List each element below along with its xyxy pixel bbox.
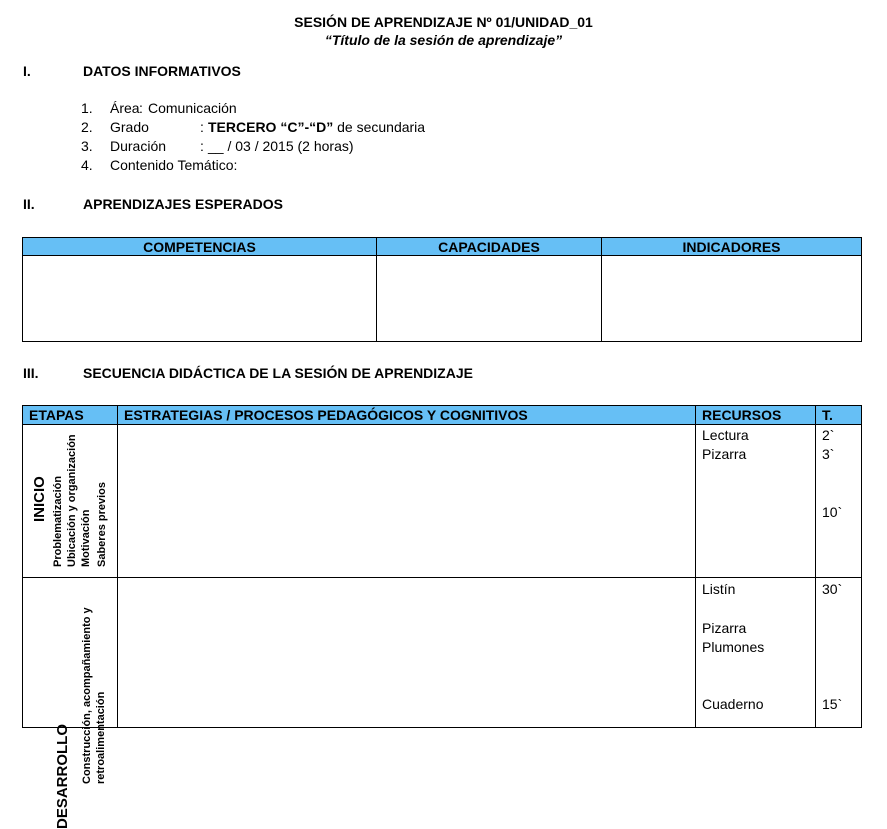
process-label: Ubicación y organización	[66, 434, 78, 567]
stage-label-inicio: INICIO	[31, 476, 48, 522]
resource-item: Lectura	[702, 427, 749, 443]
process-label: Motivación	[80, 509, 92, 567]
time-item: 15`	[822, 696, 843, 712]
column-header-indicadores: INDICADORES	[602, 238, 862, 256]
process-label: Saberes previos	[96, 482, 108, 567]
section-3-title: SECUENCIA DIDÁCTICA DE LA SESIÓN DE APRENDIZAJE	[83, 365, 473, 381]
process-label: Problematización	[52, 475, 64, 567]
cell-capacidades[interactable]	[377, 256, 602, 342]
section-2-title: APRENDIZAJES ESPERADOS	[83, 196, 283, 212]
session-subtitle: “Título de la sesión de aprendizaje”	[324, 32, 563, 48]
column-header-tiempo: T.	[816, 406, 862, 425]
section-1-title: DATOS INFORMATIVOS	[83, 63, 241, 79]
resource-item: Plumones	[702, 639, 765, 655]
resource-item: Pizarra	[702, 620, 747, 636]
expected-learning-table	[22, 237, 862, 342]
strategies-cell-desarrollo[interactable]	[118, 578, 696, 728]
resource-item: Cuaderno	[702, 696, 764, 712]
info-item-contenido: 4. Contenido Temático:	[81, 157, 238, 173]
column-header-estrategias: ESTRATEGIAS / PROCESOS PEDAGÓGICOS Y COGNITIVOS	[118, 406, 696, 425]
process-label: Construcción, acompañamiento y	[81, 607, 93, 784]
section-2-number: II.	[23, 196, 35, 212]
time-item: 2`	[822, 427, 835, 443]
time-item: 3`	[822, 446, 835, 462]
process-label: retroalimentación	[95, 691, 107, 784]
stage-label-desarrollo: DESARROLLO	[54, 724, 71, 829]
info-item-grado: 2. Grado : TERCERO “C”-“D” de secundaria	[81, 119, 426, 135]
column-header-recursos: RECURSOS	[696, 406, 816, 425]
info-item-duracion: 3. Duración : __ / 03 / 2015 (2 horas)	[81, 138, 354, 154]
stage-desarrollo-clip	[23, 581, 117, 829]
column-header-etapas: ETAPAS	[23, 406, 118, 425]
strategies-cell-inicio[interactable]	[118, 425, 696, 578]
section-1-number: I.	[23, 63, 31, 79]
info-item-area: 1. Área : Comunicación	[81, 100, 237, 116]
resource-item: Pizarra	[702, 446, 747, 462]
page-title: SESIÓN DE APRENDIZAJE Nº 01/UNIDAD_01	[294, 14, 593, 30]
cell-indicadores[interactable]	[602, 256, 862, 342]
column-header-capacidades: CAPACIDADES	[377, 238, 602, 256]
time-item: 30`	[822, 581, 843, 597]
resource-item: Listín	[702, 581, 736, 597]
cell-competencias[interactable]	[23, 256, 377, 342]
time-item: 10`	[822, 504, 843, 520]
section-3-number: III.	[23, 365, 39, 381]
column-header-competencias: COMPETENCIAS	[23, 238, 377, 256]
